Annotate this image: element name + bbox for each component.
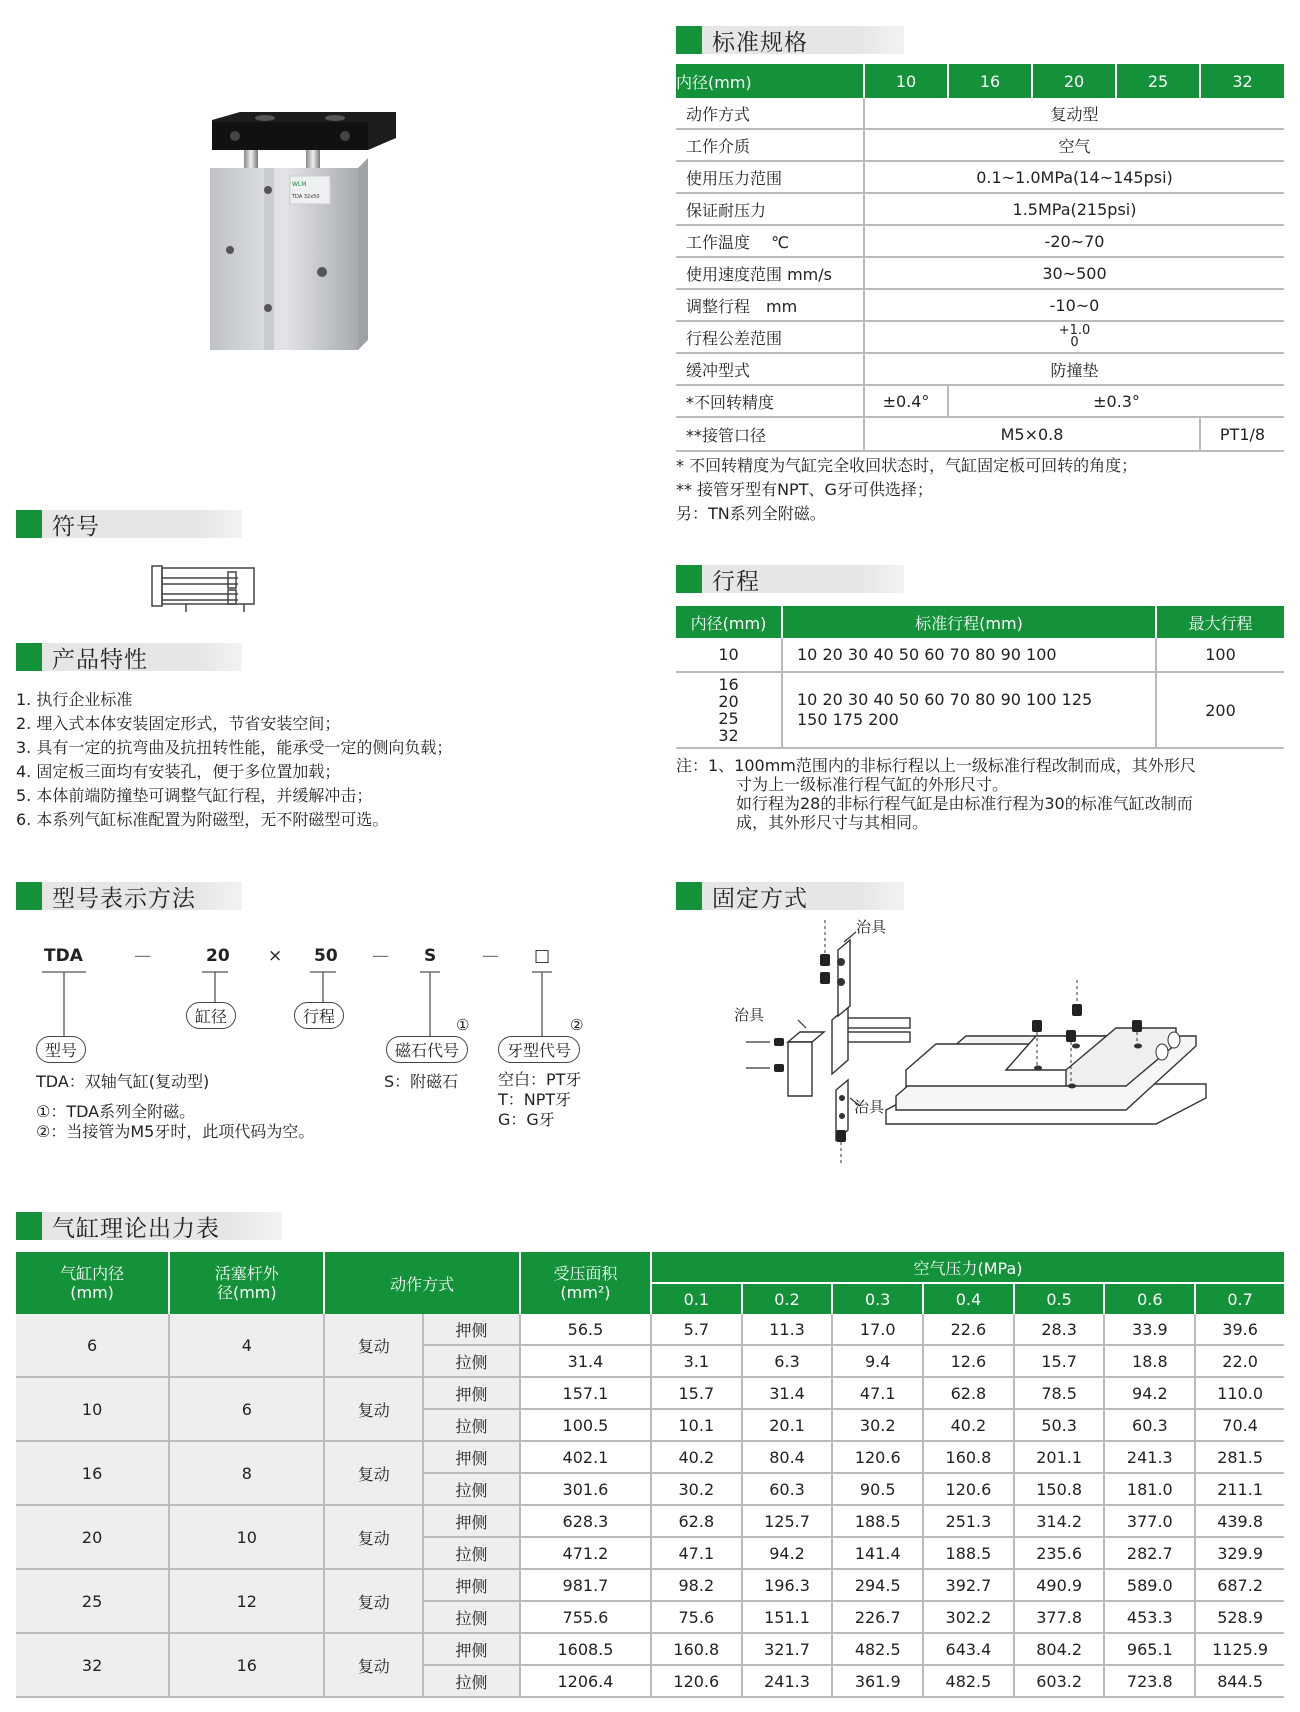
force-value: 160.8 [651, 1633, 742, 1665]
feature-item: 5. 本体前端防撞垫可调整气缸行程，并缓解冲击； [16, 786, 373, 805]
force-value: 30.2 [832, 1409, 923, 1441]
force-value: 241.3 [742, 1665, 833, 1697]
stroke-bore: 32 [718, 726, 739, 745]
force-side: 押侧 [423, 1314, 520, 1345]
force-bore: 32 [16, 1633, 169, 1697]
oval-thread: 牙型代号 [498, 1036, 580, 1063]
force-value: 60.3 [742, 1473, 833, 1505]
spec-row-value: -20~70 [864, 225, 1284, 257]
stroke-max: 200 [1156, 672, 1284, 748]
force-value: 22.0 [1195, 1345, 1284, 1377]
force-value: 31.4 [742, 1377, 833, 1409]
force-side: 押侧 [423, 1505, 520, 1537]
force-bore: 25 [16, 1569, 169, 1633]
force-value: 40.2 [923, 1409, 1014, 1441]
section-spec [676, 26, 904, 54]
model-note: ①：TDA系列全附磁。 [36, 1102, 196, 1121]
force-rod: 6 [169, 1377, 324, 1441]
product-image [210, 110, 410, 400]
force-header-rod [169, 1252, 324, 1314]
stroke-values-line: 150 175 200 [797, 710, 899, 729]
code-stroke: 50 [314, 946, 338, 966]
feature-item: 6. 本系列气缸标准配置为附磁型，无不附磁型可选。 [16, 810, 389, 829]
spec-bore: 16 [948, 64, 1032, 98]
code-dash: — [134, 946, 151, 966]
force-value: 11.3 [742, 1314, 833, 1345]
force-value: 643.4 [923, 1633, 1014, 1665]
force-value: 211.1 [1195, 1473, 1284, 1505]
stroke-note-line: 寸为上一级标准行程气缸的外形尺寸。 [736, 775, 1009, 794]
force-action: 复动 [324, 1569, 423, 1633]
force-value: 94.2 [1104, 1377, 1195, 1409]
force-value: 453.3 [1104, 1601, 1195, 1633]
stroke-table [676, 606, 1284, 749]
force-header-action: 动作方式 [324, 1252, 520, 1314]
stroke-header: 内径(mm) [676, 606, 782, 638]
force-side: 拉侧 [423, 1409, 520, 1441]
force-value: 687.2 [1195, 1569, 1284, 1601]
force-value: 188.5 [923, 1537, 1014, 1569]
force-value: 281.5 [1195, 1441, 1284, 1473]
circled-two: ② [570, 1016, 584, 1034]
force-value: 482.5 [832, 1633, 923, 1665]
pressure-col-header: 0.5 [1014, 1283, 1105, 1314]
force-value: 196.3 [742, 1569, 833, 1601]
force-side: 押侧 [423, 1633, 520, 1665]
force-value: 10.1 [651, 1409, 742, 1441]
spec-row-value: 空气 [864, 129, 1284, 161]
spec-bore: 10 [864, 64, 948, 98]
force-row [16, 1569, 1284, 1601]
stroke-note-line: 成，其外形尺寸与其相同。 [736, 813, 929, 832]
force-value: 62.8 [651, 1505, 742, 1537]
force-header-bore [16, 1252, 169, 1314]
force-value: 6.3 [742, 1345, 833, 1377]
pressure-col-header: 0.4 [923, 1283, 1014, 1314]
section-stroke-title: 行程 [712, 568, 760, 595]
model-diagram [0, 940, 640, 1160]
force-rod: 8 [169, 1441, 324, 1505]
force-value: 482.5 [923, 1665, 1014, 1697]
force-value: 241.3 [1104, 1441, 1195, 1473]
model-thread-desc [498, 1070, 581, 1130]
feature-item: 4. 固定板三面均有安装孔，便于多位置加载； [16, 762, 341, 781]
section-spec-title: 标准规格 [712, 29, 808, 56]
section-symbol-title: 符号 [52, 513, 100, 540]
force-value: 98.2 [651, 1569, 742, 1601]
force-bore: 10 [16, 1377, 169, 1441]
force-value: 17.0 [832, 1314, 923, 1345]
force-value: 33.9 [1104, 1314, 1195, 1345]
feature-list [16, 688, 452, 832]
force-area: 628.3 [520, 1505, 651, 1537]
stroke-note-line: 如行程为28的非标行程气缸是由标准行程为30的标准气缸改制而 [736, 794, 1193, 813]
force-action: 复动 [324, 1314, 423, 1377]
spec-row-label: 缓冲型式 [676, 353, 864, 385]
force-action: 复动 [324, 1505, 423, 1569]
force-area: 981.7 [520, 1569, 651, 1601]
code-magnet: S [424, 946, 437, 966]
spec-row-label: **接管口径 [676, 417, 864, 451]
stroke-bore: 16 [718, 675, 739, 694]
force-value: 201.1 [1014, 1441, 1105, 1473]
force-value: 251.3 [923, 1505, 1014, 1537]
spec-notes [676, 454, 1137, 526]
force-value: 1125.9 [1195, 1633, 1284, 1665]
force-area: 157.1 [520, 1377, 651, 1409]
force-value: 439.8 [1195, 1505, 1284, 1537]
force-side: 押侧 [423, 1377, 520, 1409]
circled-one: ① [456, 1016, 470, 1034]
stroke-header: 标准行程(mm) [782, 606, 1156, 638]
spec-bore: 20 [1032, 64, 1116, 98]
spec-row-value: 防撞垫 [864, 353, 1284, 385]
oval-bore: 缸径 [186, 1002, 236, 1029]
force-header-pressure: 空气压力(MPa) [651, 1252, 1284, 1283]
section-stroke [676, 565, 904, 593]
spec-row-label: 调整行程 mm [676, 289, 864, 321]
spec-row-label: 保证耐压力 [676, 193, 864, 225]
spec-row-label: 使用压力范围 [676, 161, 864, 193]
force-value: 150.8 [1014, 1473, 1105, 1505]
spec-bore: 25 [1116, 64, 1200, 98]
thread-desc-line: T：NPT牙 [498, 1090, 572, 1109]
force-value: 75.6 [651, 1601, 742, 1633]
feature-item: 3. 具有一定的抗弯曲及抗扭转性能，能承受一定的侧向负载； [16, 738, 453, 757]
spec-note: 另：TN系列全附磁。 [676, 504, 826, 523]
force-bore: 6 [16, 1314, 169, 1377]
force-value: 70.4 [1195, 1409, 1284, 1441]
force-value: 110.0 [1195, 1377, 1284, 1409]
section-features [16, 643, 242, 671]
force-side: 押侧 [423, 1441, 520, 1473]
force-value: 188.5 [832, 1505, 923, 1537]
force-area: 56.5 [520, 1314, 651, 1345]
force-row [16, 1377, 1284, 1409]
section-features-title: 产品特性 [52, 646, 148, 673]
force-area: 1206.4 [520, 1665, 651, 1697]
force-area: 755.6 [520, 1601, 651, 1633]
stroke-bore: 10 [676, 638, 782, 672]
force-value: 361.9 [832, 1665, 923, 1697]
product-label-model: TDA 32x50 [292, 194, 320, 200]
force-area: 471.2 [520, 1537, 651, 1569]
spec-header-label: 内径(mm) [676, 64, 864, 98]
force-side: 拉侧 [423, 1601, 520, 1633]
code-dash: — [482, 946, 499, 966]
oval-magnet: 磁石代号 [386, 1036, 468, 1063]
spec-row-label: 工作温度 ℃ [676, 225, 864, 257]
force-rod: 10 [169, 1505, 324, 1569]
force-value: 377.0 [1104, 1505, 1195, 1537]
force-value: 47.1 [651, 1537, 742, 1569]
force-area: 31.4 [520, 1345, 651, 1377]
force-value: 22.6 [923, 1314, 1014, 1345]
section-model [16, 882, 242, 910]
pressure-col-header: 0.7 [1195, 1283, 1284, 1314]
force-value: 20.1 [742, 1409, 833, 1441]
code-bore: 20 [206, 946, 230, 966]
spec-row-label: 动作方式 [676, 98, 864, 129]
code-times: × [268, 946, 283, 966]
force-value: 589.0 [1104, 1569, 1195, 1601]
force-value: 141.4 [832, 1537, 923, 1569]
force-area: 402.1 [520, 1441, 651, 1473]
spec-row-value: ±0.4° [864, 385, 948, 417]
oval-stroke: 行程 [294, 1002, 344, 1029]
code-dash: — [372, 946, 389, 966]
force-value: 151.1 [742, 1601, 833, 1633]
force-value: 28.3 [1014, 1314, 1105, 1345]
force-value: 60.3 [1104, 1409, 1195, 1441]
force-value: 314.2 [1014, 1505, 1105, 1537]
jig-label: 治具 [734, 1006, 765, 1024]
stroke-bore: 20 [718, 692, 739, 711]
section-mounting [676, 882, 904, 910]
force-value: 804.2 [1014, 1633, 1105, 1665]
spec-row-label: 行程公差范围 [676, 321, 864, 353]
spec-note: * 不回转精度为气缸完全收回状态时，气缸固定板可回转的角度； [676, 456, 1138, 475]
force-value: 226.7 [832, 1601, 923, 1633]
force-side: 拉侧 [423, 1473, 520, 1505]
section-symbol [16, 510, 242, 538]
force-value: 94.2 [742, 1537, 833, 1569]
feature-item: 2. 埋入式本体安装固定形式，节省安装空间； [16, 714, 341, 733]
spec-bore: 32 [1200, 64, 1284, 98]
model-tda-desc: TDA：双轴气缸(复动型) [36, 1072, 210, 1091]
spec-row-label: *不回转精度 [676, 385, 864, 417]
spec-row-value: 0.1~1.0MPa(14~145psi) [864, 161, 1284, 193]
force-rod: 12 [169, 1569, 324, 1633]
force-value: 392.7 [923, 1569, 1014, 1601]
force-side: 拉侧 [423, 1665, 520, 1697]
force-bore: 20 [16, 1505, 169, 1569]
force-bore: 16 [16, 1441, 169, 1505]
force-action: 复动 [324, 1377, 423, 1441]
force-header-rod-line: 径(mm) [216, 1283, 277, 1302]
stroke-note-line: 注：1、100mm范围内的非标行程以上一级标准行程改制而成，其外形尺 [676, 756, 1196, 775]
force-side: 拉侧 [423, 1537, 520, 1569]
stroke-header: 最大行程 [1156, 606, 1284, 638]
section-force-title: 气缸理论出力表 [52, 1215, 220, 1242]
section-force [16, 1212, 282, 1240]
force-value: 5.7 [651, 1314, 742, 1345]
thread-desc-line: 空白：PT牙 [498, 1070, 582, 1089]
force-table [16, 1252, 1284, 1698]
jig-label: 治具 [854, 1098, 885, 1116]
force-row [16, 1633, 1284, 1665]
stroke-values: 10 20 30 40 50 60 70 80 90 100 [782, 638, 1156, 672]
product-label-brand: WLM [292, 181, 307, 188]
model-s-desc: S：附磁石 [384, 1072, 459, 1091]
stroke-bore-group [676, 672, 782, 748]
force-value: 160.8 [923, 1441, 1014, 1473]
force-value: 15.7 [651, 1377, 742, 1409]
force-value: 377.8 [1014, 1601, 1105, 1633]
force-header-bore-line: (mm) [70, 1283, 114, 1302]
force-action: 复动 [324, 1441, 423, 1505]
mounting-diagram [734, 918, 1216, 1172]
spec-note: ** 接管牙型有NPT、G牙可供选择； [676, 480, 933, 499]
force-value: 603.2 [1014, 1665, 1105, 1697]
spec-row-value: ±0.3° [948, 385, 1284, 417]
model-note: ②：当接管为M5牙时，此项代码为空。 [36, 1122, 315, 1141]
cylinder-symbol [150, 562, 260, 614]
force-rod: 16 [169, 1633, 324, 1697]
force-value: 235.6 [1014, 1537, 1105, 1569]
spec-row-value: 1.5MPa(215psi) [864, 193, 1284, 225]
feature-item: 1. 执行企业标准 [16, 690, 133, 709]
force-value: 490.9 [1014, 1569, 1105, 1601]
force-side: 押侧 [423, 1569, 520, 1601]
force-value: 18.8 [1104, 1345, 1195, 1377]
stroke-max: 100 [1156, 638, 1284, 672]
section-mounting-title: 固定方式 [712, 885, 808, 912]
force-row [16, 1441, 1284, 1473]
force-value: 47.1 [832, 1377, 923, 1409]
force-row [16, 1314, 1284, 1345]
model-notes [36, 1102, 314, 1142]
force-value: 3.1 [651, 1345, 742, 1377]
force-area: 1608.5 [520, 1633, 651, 1665]
pressure-col-header: 0.3 [832, 1283, 923, 1314]
force-value: 62.8 [923, 1377, 1014, 1409]
force-area: 301.6 [520, 1473, 651, 1505]
force-value: 181.0 [1104, 1473, 1195, 1505]
stroke-bore: 25 [718, 709, 739, 728]
stroke-values [782, 672, 1156, 748]
force-value: 120.6 [651, 1665, 742, 1697]
pressure-col-header: 0.6 [1104, 1283, 1195, 1314]
force-value: 125.7 [742, 1505, 833, 1537]
spec-row-value: -10~0 [864, 289, 1284, 321]
spec-row-value: M5×0.8 [864, 417, 1200, 451]
thread-desc-line: G：G牙 [498, 1110, 555, 1129]
force-value: 40.2 [651, 1441, 742, 1473]
force-area: 100.5 [520, 1409, 651, 1441]
stroke-note [676, 756, 1196, 832]
spec-row-label: 使用速度范围 mm/s [676, 257, 864, 289]
force-value: 965.1 [1104, 1633, 1195, 1665]
spec-row-label: 工作介质 [676, 129, 864, 161]
stroke-values-line: 10 20 30 40 50 60 70 80 90 100 125 [797, 690, 1093, 709]
force-value: 78.5 [1014, 1377, 1105, 1409]
force-value: 50.3 [1014, 1409, 1105, 1441]
force-value: 321.7 [742, 1633, 833, 1665]
spec-row-value [864, 321, 1284, 353]
spec-row-value: 复动型 [864, 98, 1284, 129]
force-header-area [520, 1252, 651, 1314]
stroke-tol-top: +1.0 [1058, 323, 1091, 338]
jig-label: 治具 [856, 918, 887, 936]
spec-table [676, 64, 1284, 452]
force-value: 15.7 [1014, 1345, 1105, 1377]
force-side: 拉侧 [423, 1345, 520, 1377]
force-value: 302.2 [923, 1601, 1014, 1633]
force-header-bore-line: 气缸内径 [60, 1264, 125, 1283]
code-thread: □ [534, 946, 551, 966]
stroke-tol-bottom: 0 [1070, 335, 1079, 350]
force-rod: 4 [169, 1314, 324, 1377]
force-value: 30.2 [651, 1473, 742, 1505]
force-value: 80.4 [742, 1441, 833, 1473]
force-value: 9.4 [832, 1345, 923, 1377]
force-value: 329.9 [1195, 1537, 1284, 1569]
force-action: 复动 [324, 1633, 423, 1697]
force-value: 120.6 [923, 1473, 1014, 1505]
force-value: 844.5 [1195, 1665, 1284, 1697]
section-model-title: 型号表示方法 [52, 885, 196, 912]
force-row [16, 1505, 1284, 1537]
pressure-col-header: 0.2 [742, 1283, 833, 1314]
spec-row-value: PT1/8 [1200, 417, 1284, 451]
spec-row-value: 30~500 [864, 257, 1284, 289]
force-value: 90.5 [832, 1473, 923, 1505]
code-tda: TDA [44, 946, 83, 966]
force-value: 39.6 [1195, 1314, 1284, 1345]
force-value: 294.5 [832, 1569, 923, 1601]
force-value: 528.9 [1195, 1601, 1284, 1633]
oval-model: 型号 [36, 1036, 86, 1063]
force-header-rod-line: 活塞杆外 [214, 1264, 279, 1283]
force-header-area-line: (mm²) [560, 1283, 611, 1302]
force-value: 723.8 [1104, 1665, 1195, 1697]
force-value: 120.6 [832, 1441, 923, 1473]
force-value: 12.6 [923, 1345, 1014, 1377]
force-value: 282.7 [1104, 1537, 1195, 1569]
force-header-area-line: 受压面积 [553, 1264, 618, 1283]
pressure-col-header: 0.1 [651, 1283, 742, 1314]
